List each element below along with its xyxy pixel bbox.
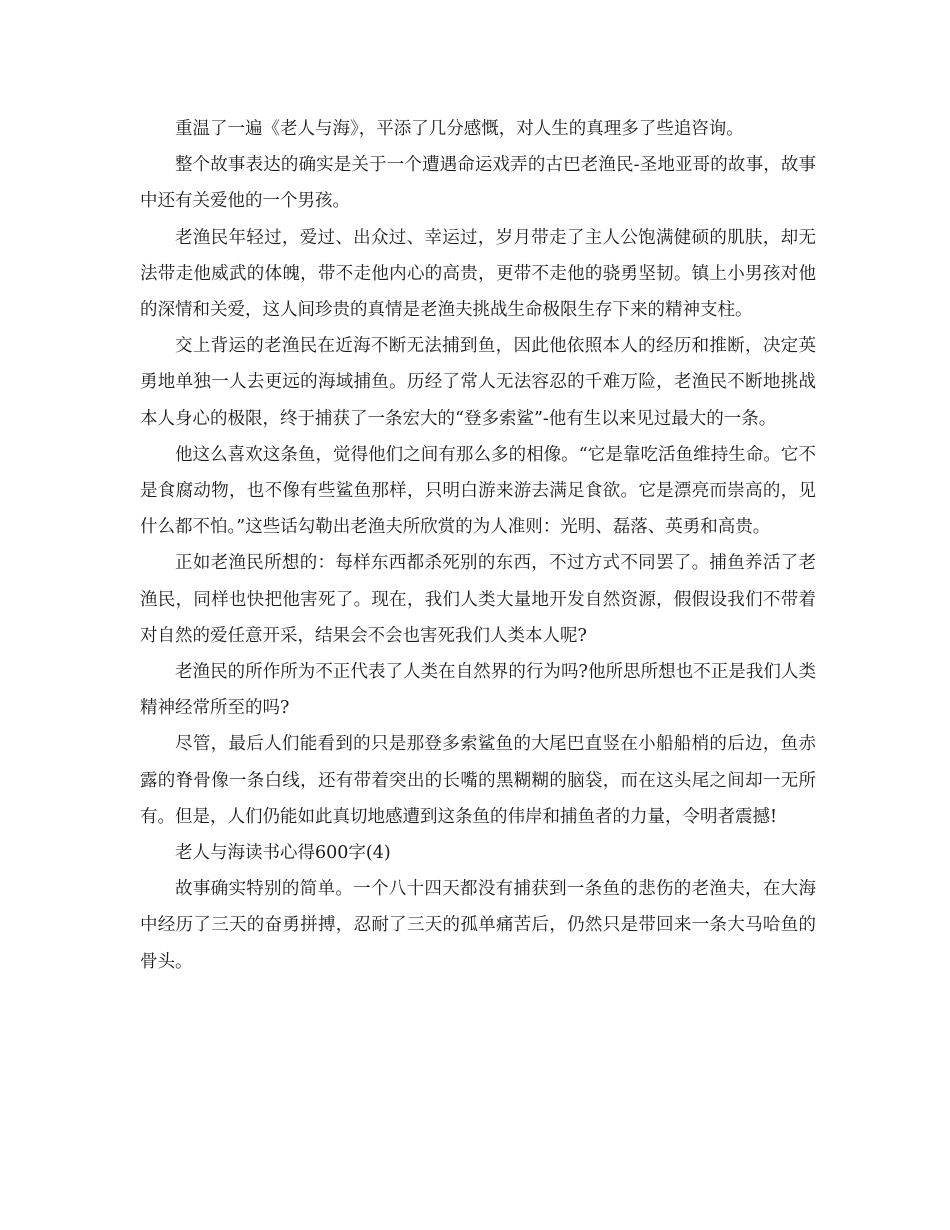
paragraph-simple-story: 故事确实特别的简单。一个八十四天都没有捕获到一条鱼的悲伤的老渔夫，在大海中经历了三天的奋勇拼搏，忍耐了三天的孤单痛苦后，仍然只是带回来一条大马哈鱼的骨头。 (140, 879, 816, 972)
section-heading: 老人与海读书心得600字(4) (175, 843, 391, 864)
paragraph-intro: 重温了一遍《老人与海》，平添了几分感慨，对人生的真理多了些追咨询。 (175, 119, 744, 139)
paragraph-humanity: 老渔民的所作所为不正代表了人类在自然界的行为吗?他所思所想也不正是我们人类精神经常所至的吗? (140, 662, 816, 719)
paragraph-catch: 交上背运的老渔民在近海不断无法捕到鱼，因此他依照本人的经历和推断，决定英勇地单独一人去更远的海域捕鱼。历经了常人无法容忍的千难万险，老渔民不断地挑战本人身心的极限，终于捕获了一条宏大的“登多索鲨”-他有生以来见过最大的一条。 (140, 336, 816, 429)
document-page (140, 111, 816, 980)
paragraph-story-summary: 整个故事表达的确实是关于一个遭遇命运戏弄的古巴老渔民-圣地亚哥的故事，故事中还有关爱他的一个男孩。 (140, 155, 816, 212)
paragraph-old-fisherman: 老渔民年轻过，爱过、出众过、幸运过，岁月带走了主人公饱满健硕的肌肤，却无法带走他威武的体魄，带不走他内心的高贵，更带不走他的骁勇坚韧。镇上小男孩对他的深情和关爱，这人间珍贵的真情是老渔夫挑战生命极限生存下来的精神支柱。 (140, 227, 816, 321)
paragraph-admiration: 他这么喜欢这条鱼，觉得他们之间有那么多的相像。“它是靠吃活鱼维持生命。它不是食腐动物，也不像有些鲨鱼那样，只明白游来游去满足食欲。它是漂亮而崇高的，见什么都不怕。”这些话勾勒出老渔夫所欣赏的为人准则：光明、磊落、英勇和高贵。 (140, 444, 816, 538)
paragraph-nature: 正如老渔民所想的：每样东西都杀死别的东西，不过方式不同罢了。捕鱼养活了老渔民，同样也快把他害死了。现在，我们人类大量地开发自然资源，假假设我们不带着对自然的爱任意开采，结果会不会也害死我们人类本人呢? (140, 553, 816, 646)
paragraph-ending: 尽管，最后人们能看到的只是那登多索鲨鱼的大尾巴直竖在小船船梢的后边，鱼赤露的脊骨像一条白线，还有带着突出的长嘴的黑糊糊的脑袋，而在这头尾之间却一无所有。但是，人们仍能如此真切地感遭到这条鱼的伟岸和捕鱼者的力量，令明者震撼! (140, 734, 816, 827)
